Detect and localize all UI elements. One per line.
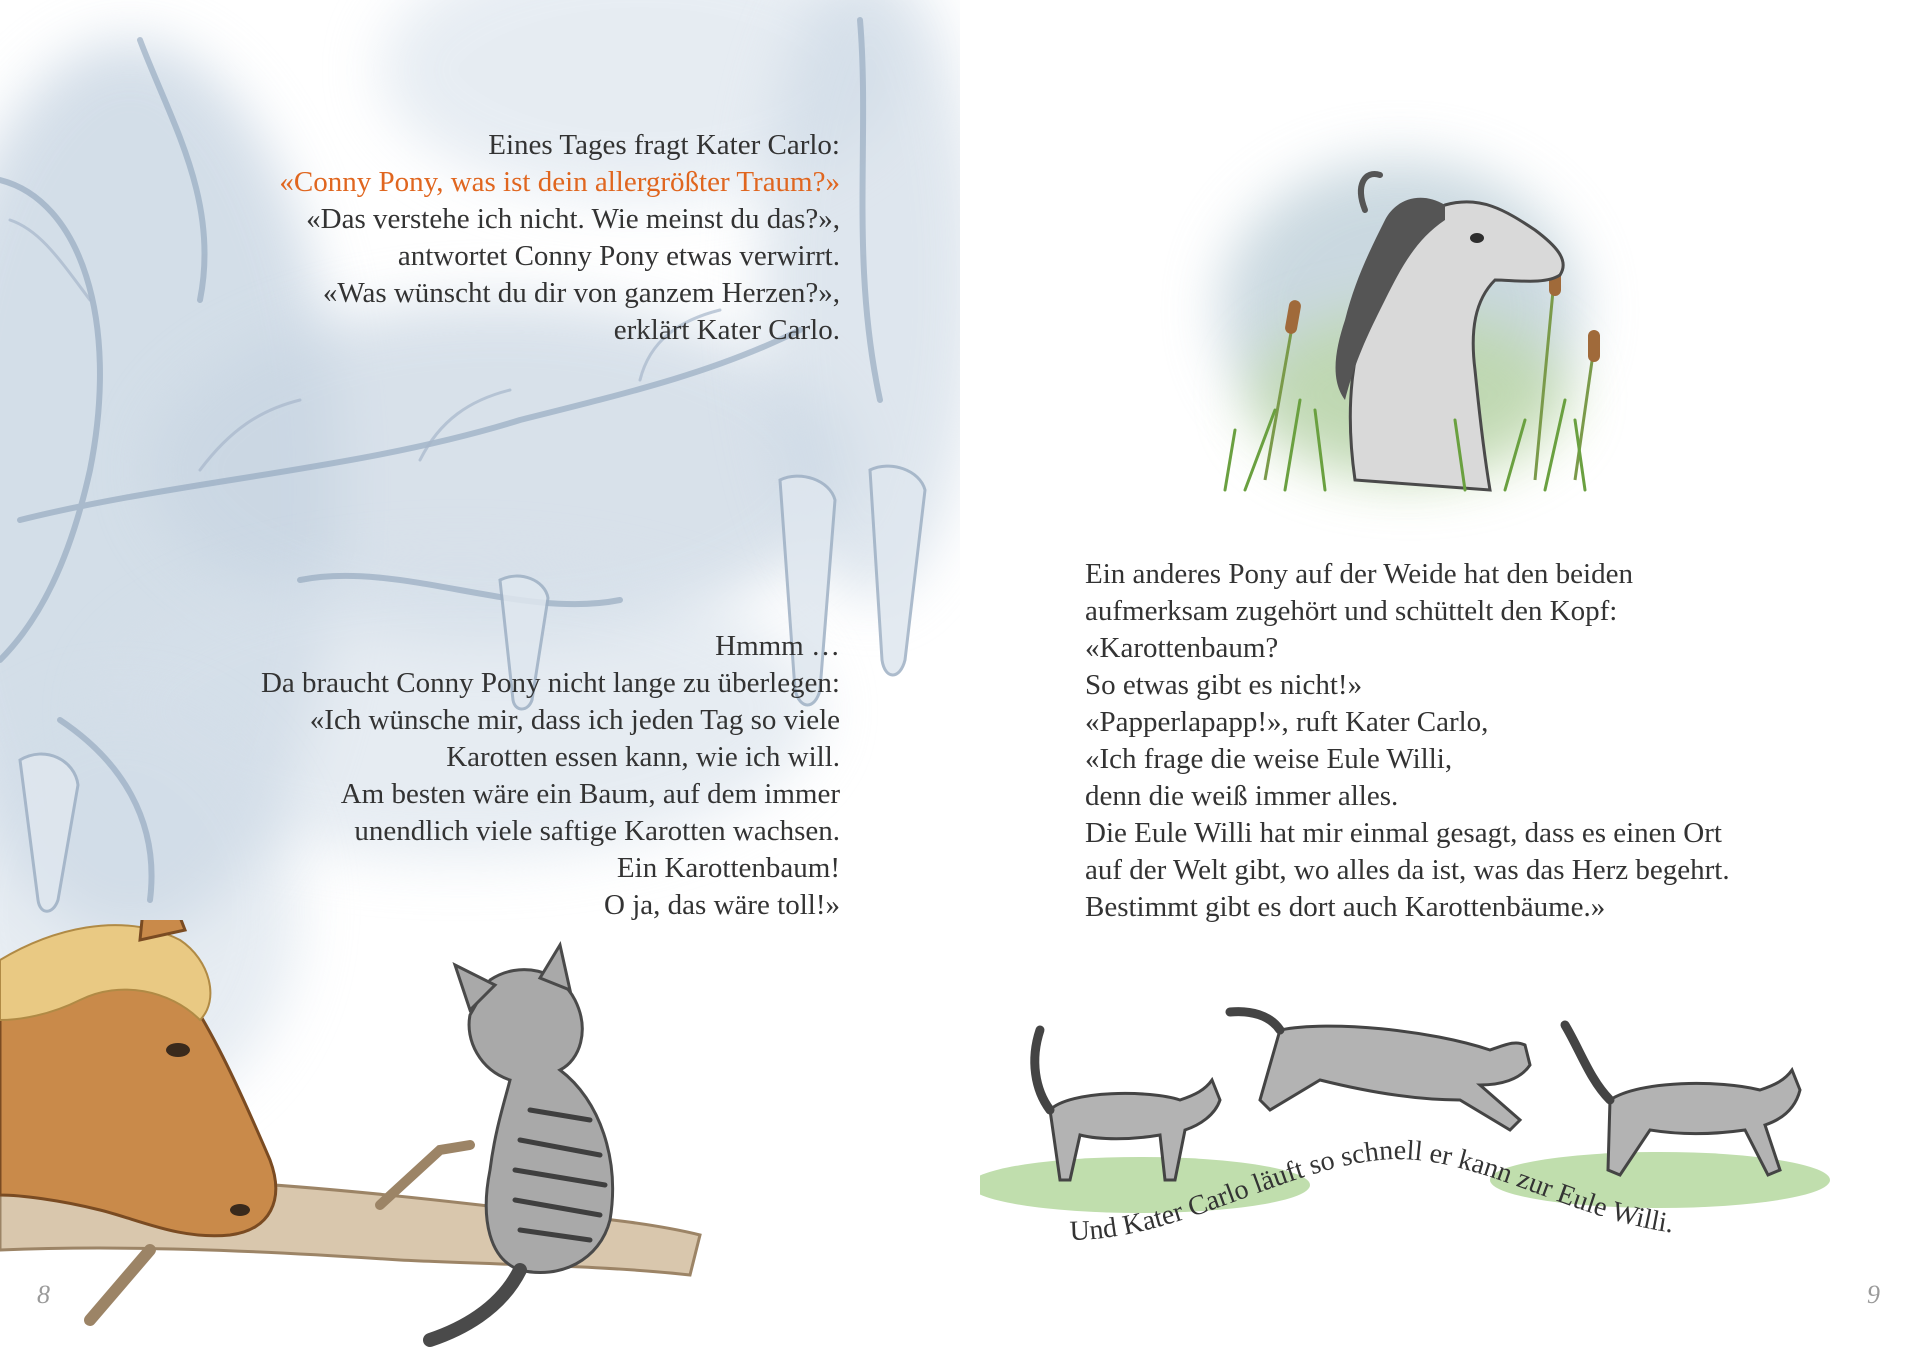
text-line: Da braucht Conny Pony nicht lange zu überlegen: [260,667,840,699]
text-line: Ein Karottenbaum! [616,852,840,884]
text-line: aufmerksam zugehört und schüttelt den Kopf: [1085,595,1618,627]
left-text-block-1 [190,127,840,349]
left-text-block-2 [190,628,840,924]
text-line: Hmmm … [715,630,840,662]
text-line: «Karottenbaum? [1085,632,1279,664]
page-number-left: 8 [37,1280,50,1309]
right-page [960,0,1920,1362]
text-line: Karotten essen kann, wie ich will. [446,741,840,773]
text-line: denn die weiß immer alles. [1085,780,1399,812]
cat-leaping [1230,1012,1530,1130]
pony-and-cat-illustration [0,920,720,1360]
text-line: erklärt Kater Carlo. [613,314,840,346]
text-line: Eines Tages fragt Kater Carlo: [488,129,840,161]
curved-caption-text: Und Kater Carlo läuft so schnell er kann zur Eule Willi. [1069,1135,1676,1248]
text-line: Die Eule Willi hat mir einmal gesagt, dass es einen Ort [1085,817,1722,849]
highlighted-text-line: «Conny Pony, was ist dein allergrößter Traum?» [279,166,840,198]
text-line: «Was wünscht du dir von ganzem Herzen?», [322,277,840,309]
text-line: auf der Welt gibt, wo alles da ist, was das Herz begehrt. [1085,854,1730,886]
text-line: unendlich viele saftige Karotten wachsen. [354,815,840,847]
grey-pony-illustration [1205,160,1625,500]
text-line: Bestimmt gibt es dort auch Karottenbäume.» [1085,891,1606,923]
text-line: So etwas gibt es nicht!» [1085,669,1363,701]
text-line: «Ich wünsche mir, dass ich jeden Tag so viele [309,704,840,736]
text-line: Am besten wäre ein Baum, auf dem immer [340,778,840,810]
text-line: Ein anderes Pony auf der Weide hat den beiden [1085,558,1633,590]
right-text-block [1085,556,1805,926]
text-line: O ja, das wäre toll!» [604,889,840,921]
text-line: antwortet Conny Pony etwas verwirrt. [397,240,840,272]
page-number-right: 9 [1867,1280,1880,1309]
text-line: «Das verstehe ich nicht. Wie meinst du das?», [306,203,840,235]
running-cats-illustration [980,990,1880,1250]
text-line: «Papperlapapp!», ruft Kater Carlo, [1085,706,1489,738]
text-line: «Ich frage die weise Eule Willi, [1085,743,1453,775]
